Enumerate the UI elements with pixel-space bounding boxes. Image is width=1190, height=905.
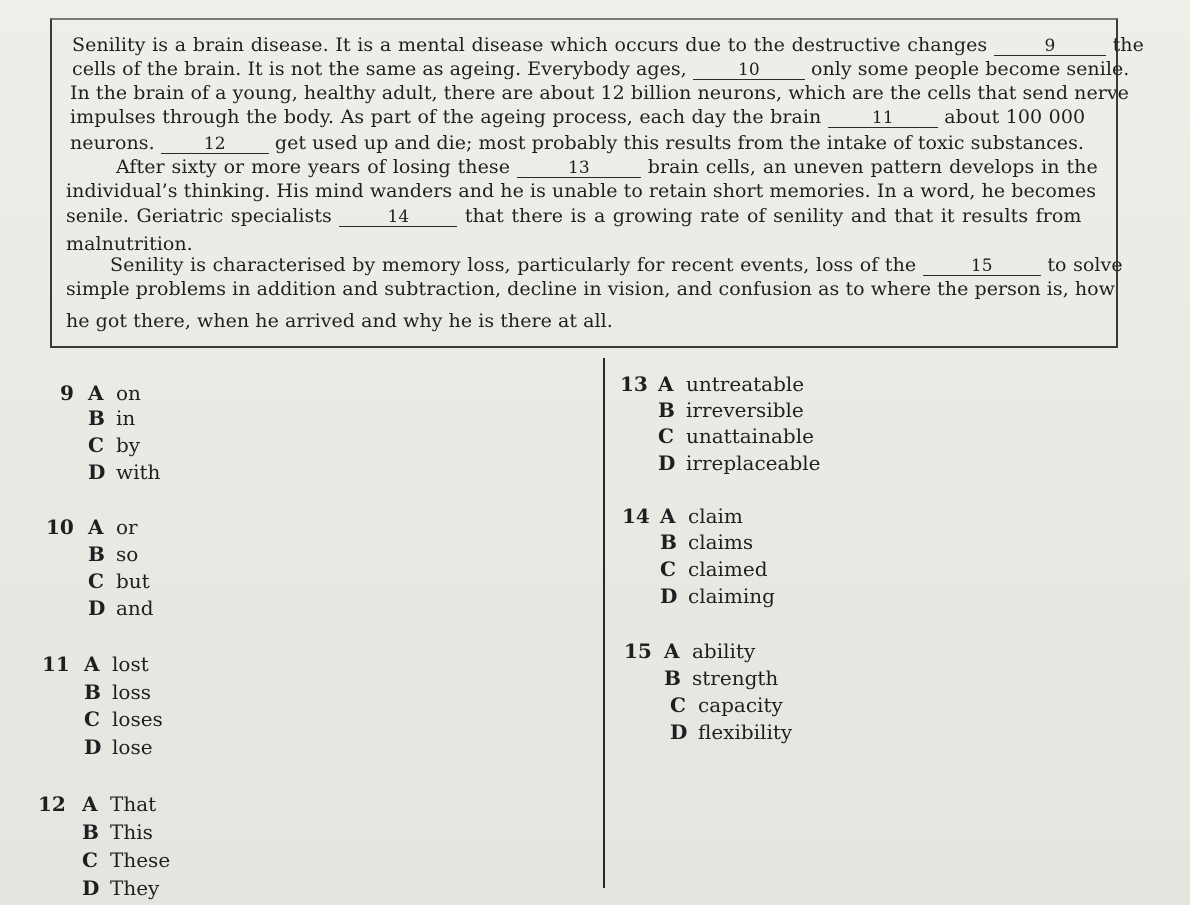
option-text: claim: [688, 504, 743, 528]
option-text: loses: [112, 707, 163, 731]
blank-10: 10: [693, 61, 805, 80]
option-10-a[interactable]: [88, 515, 138, 539]
option-text: in: [116, 406, 136, 430]
option-11-a[interactable]: [84, 652, 149, 676]
option-letter: B: [658, 398, 675, 422]
passage-text: simple problems in addition and subtraction, decline in vision, and confusion as to where the person is, how: [66, 278, 1115, 300]
passage-text: After sixty or more years of losing these: [116, 156, 517, 178]
option-text: capacity: [698, 693, 783, 717]
option-letter: B: [88, 406, 105, 430]
option-text: claims: [688, 530, 754, 554]
passage-line: [66, 205, 1081, 227]
passage-line: [70, 82, 1129, 104]
option-letter: D: [670, 720, 688, 744]
option-text: so: [116, 542, 139, 566]
passage-line: [66, 233, 193, 255]
option-letter: D: [660, 584, 678, 608]
option-9-c[interactable]: [88, 433, 140, 457]
passage-text: about 100 000: [937, 106, 1086, 128]
option-14-a[interactable]: [660, 504, 743, 528]
option-text: or: [116, 515, 138, 539]
option-text: by: [116, 433, 141, 457]
option-letter: B: [664, 666, 681, 690]
option-15-a[interactable]: [664, 639, 755, 663]
option-15-d[interactable]: [670, 720, 792, 744]
option-9-b[interactable]: [88, 406, 135, 430]
passage-line: [72, 58, 1129, 80]
passage-text: In the brain of a young, healthy adult, there are about 12 billion neurons, which are the cells that send nerve: [70, 82, 1129, 104]
option-letter: C: [88, 569, 104, 593]
question-number-11: 11: [42, 652, 70, 676]
option-text: strength: [692, 666, 779, 690]
option-text: flexibility: [698, 720, 793, 744]
option-letter: D: [88, 460, 106, 484]
option-text: claimed: [688, 557, 768, 581]
question-number-10: 10: [46, 515, 74, 539]
passage-text: to solve: [1040, 254, 1123, 276]
option-letter: A: [658, 372, 674, 396]
option-letter: D: [658, 451, 676, 475]
passage-line: [66, 180, 1096, 202]
passage-text: individual’s thinking. His mind wanders and he is unable to retain short memories. In a word, he becomes: [66, 180, 1097, 202]
passage-text: he got there, when he arrived and why he is there at all.: [66, 310, 613, 332]
option-letter: A: [84, 652, 100, 676]
option-text: lost: [112, 652, 149, 676]
option-13-a[interactable]: [658, 372, 804, 396]
option-text: These: [110, 848, 171, 872]
option-text: That: [110, 792, 157, 816]
option-letter: C: [660, 557, 676, 581]
passage-text: Senility is a brain disease. It is a mental disease which occurs due to the destructive changes: [72, 34, 994, 56]
option-text: irreversible: [686, 398, 804, 422]
option-11-d[interactable]: [84, 735, 153, 759]
blank-11: 11: [828, 109, 938, 128]
passage-text: brain cells, an uneven pattern develops in the: [640, 156, 1098, 178]
column-divider: [603, 358, 605, 888]
option-15-c[interactable]: [670, 693, 783, 717]
passage-text: senile. Geriatric specialists: [66, 205, 340, 227]
passage-text: the: [1105, 34, 1144, 56]
option-12-d[interactable]: [82, 876, 159, 900]
blank-13: 13: [517, 159, 641, 178]
option-letter: B: [88, 542, 105, 566]
option-text: This: [110, 820, 153, 844]
passage-line: [66, 278, 1115, 300]
passage-line: [116, 156, 1098, 178]
option-13-c[interactable]: [658, 424, 814, 448]
option-10-b[interactable]: [88, 542, 138, 566]
option-text: on: [116, 381, 141, 405]
option-text: ability: [692, 639, 756, 663]
option-10-d[interactable]: [88, 596, 154, 620]
option-letter: B: [84, 680, 101, 704]
option-14-d[interactable]: [660, 584, 775, 608]
option-letter: D: [88, 596, 106, 620]
option-letter: D: [84, 735, 102, 759]
option-letter: C: [670, 693, 686, 717]
option-text: lose: [112, 735, 153, 759]
option-12-b[interactable]: [82, 820, 153, 844]
passage-text: only some people become senile.: [804, 58, 1130, 80]
option-14-c[interactable]: [660, 557, 768, 581]
option-14-b[interactable]: [660, 530, 753, 554]
option-12-a[interactable]: [82, 792, 156, 816]
option-letter: B: [82, 820, 99, 844]
option-13-b[interactable]: [658, 398, 804, 422]
passage-line: [72, 34, 1144, 56]
option-text: loss: [112, 680, 151, 704]
blank-15: 15: [923, 257, 1041, 276]
option-text: but: [116, 569, 150, 593]
option-13-d[interactable]: [658, 451, 820, 475]
option-text: unattainable: [686, 424, 814, 448]
passage-line: [110, 254, 1123, 276]
option-11-c[interactable]: [84, 707, 163, 731]
option-letter: D: [82, 876, 100, 900]
option-letter: C: [82, 848, 98, 872]
passage-text: get used up and die; most probably this results from the intake of toxic substances.: [268, 132, 1084, 154]
option-letter: C: [88, 433, 104, 457]
passage-line: [70, 106, 1085, 128]
passage-text: Senility is characterised by memory loss, particularly for recent events, loss of the: [110, 254, 923, 276]
option-letter: A: [88, 515, 104, 539]
question-number-14: 14: [622, 504, 650, 528]
blank-14: 14: [339, 208, 457, 227]
passage-text: neurons.: [70, 132, 161, 154]
option-letter: B: [660, 530, 677, 554]
option-text: and: [116, 596, 154, 620]
passage-line: [70, 132, 1084, 154]
passage-text: that there is a growing rate of senility and that it results from: [457, 205, 1082, 227]
option-text: claiming: [688, 584, 775, 608]
option-letter: A: [664, 639, 680, 663]
passage-text: impulses through the body. As part of the ageing process, each day the brain: [70, 106, 828, 128]
option-text: untreatable: [686, 372, 805, 396]
option-letter: A: [82, 792, 98, 816]
question-number-9: 9: [60, 381, 74, 405]
option-12-c[interactable]: [82, 848, 170, 872]
option-letter: A: [88, 381, 104, 405]
option-letter: A: [660, 504, 676, 528]
blank-12: 12: [161, 135, 269, 154]
question-number-12: 12: [38, 792, 66, 816]
option-text: They: [110, 876, 160, 900]
option-9-d[interactable]: [88, 460, 160, 484]
option-11-b[interactable]: [84, 680, 151, 704]
option-letter: C: [658, 424, 674, 448]
question-number-15: 15: [624, 639, 652, 663]
option-15-b[interactable]: [664, 666, 778, 690]
passage-text: cells of the brain. It is not the same as ageing. Everybody ages,: [72, 58, 693, 80]
passage-text: malnutrition.: [66, 233, 193, 255]
question-number-13: 13: [620, 372, 648, 396]
passage-line: [66, 310, 613, 332]
option-letter: C: [84, 707, 100, 731]
option-9-a[interactable]: [88, 381, 141, 405]
option-10-c[interactable]: [88, 569, 150, 593]
option-text: with: [116, 460, 161, 484]
option-text: irreplaceable: [686, 451, 821, 475]
blank-9: 9: [994, 37, 1106, 56]
